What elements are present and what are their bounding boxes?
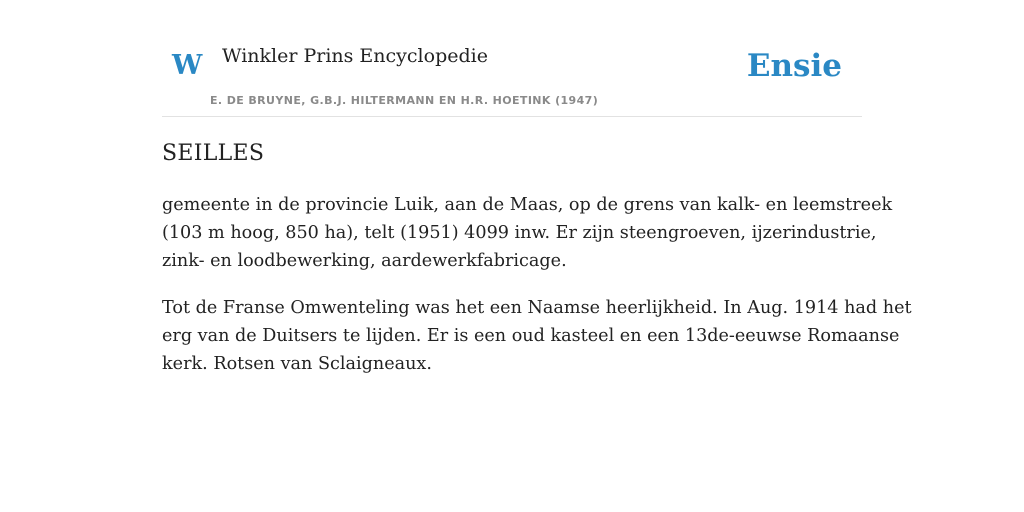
paragraph-line: gemeente in de provincie Luik, aan de Maas, op de grens van kalk- en leemstreek	[162, 195, 893, 215]
publication-title[interactable]: Winkler Prins Encyclopedie	[222, 45, 488, 67]
paragraph-line: kerk. Rotsen van Sclaigneaux.	[162, 354, 432, 374]
paragraph-line: (103 m hoog, 850 ha), telt (1951) 4099 inw. Er zijn steengroeven, ijzerindustrie,	[162, 223, 877, 243]
paragraph-line: erg van de Duitsers te lijden. Er is een oud kasteel en een 13de-eeuwse Romaanse	[162, 326, 900, 346]
entry-title: SEILLES	[162, 141, 265, 166]
paragraph-line: zink- en loodbewerking, aardewerkfabricage.	[162, 251, 567, 271]
entry-content	[162, 138, 912, 378]
entry-paragraph	[162, 294, 912, 378]
authors-line: E. DE BRUYNE, G.B.J. HILTERMANN EN H.R. HOETINK (1947)	[210, 94, 599, 107]
entry-paragraph	[162, 191, 893, 275]
source-header	[162, 0, 862, 117]
paragraph-line: Tot de Franse Omwenteling was het een Naamse heerlijkheid. In Aug. 1914 had het	[162, 298, 912, 318]
ensie-logo[interactable]: Ensie	[746, 48, 842, 84]
encyclopedia-logo[interactable]: W	[172, 50, 203, 81]
